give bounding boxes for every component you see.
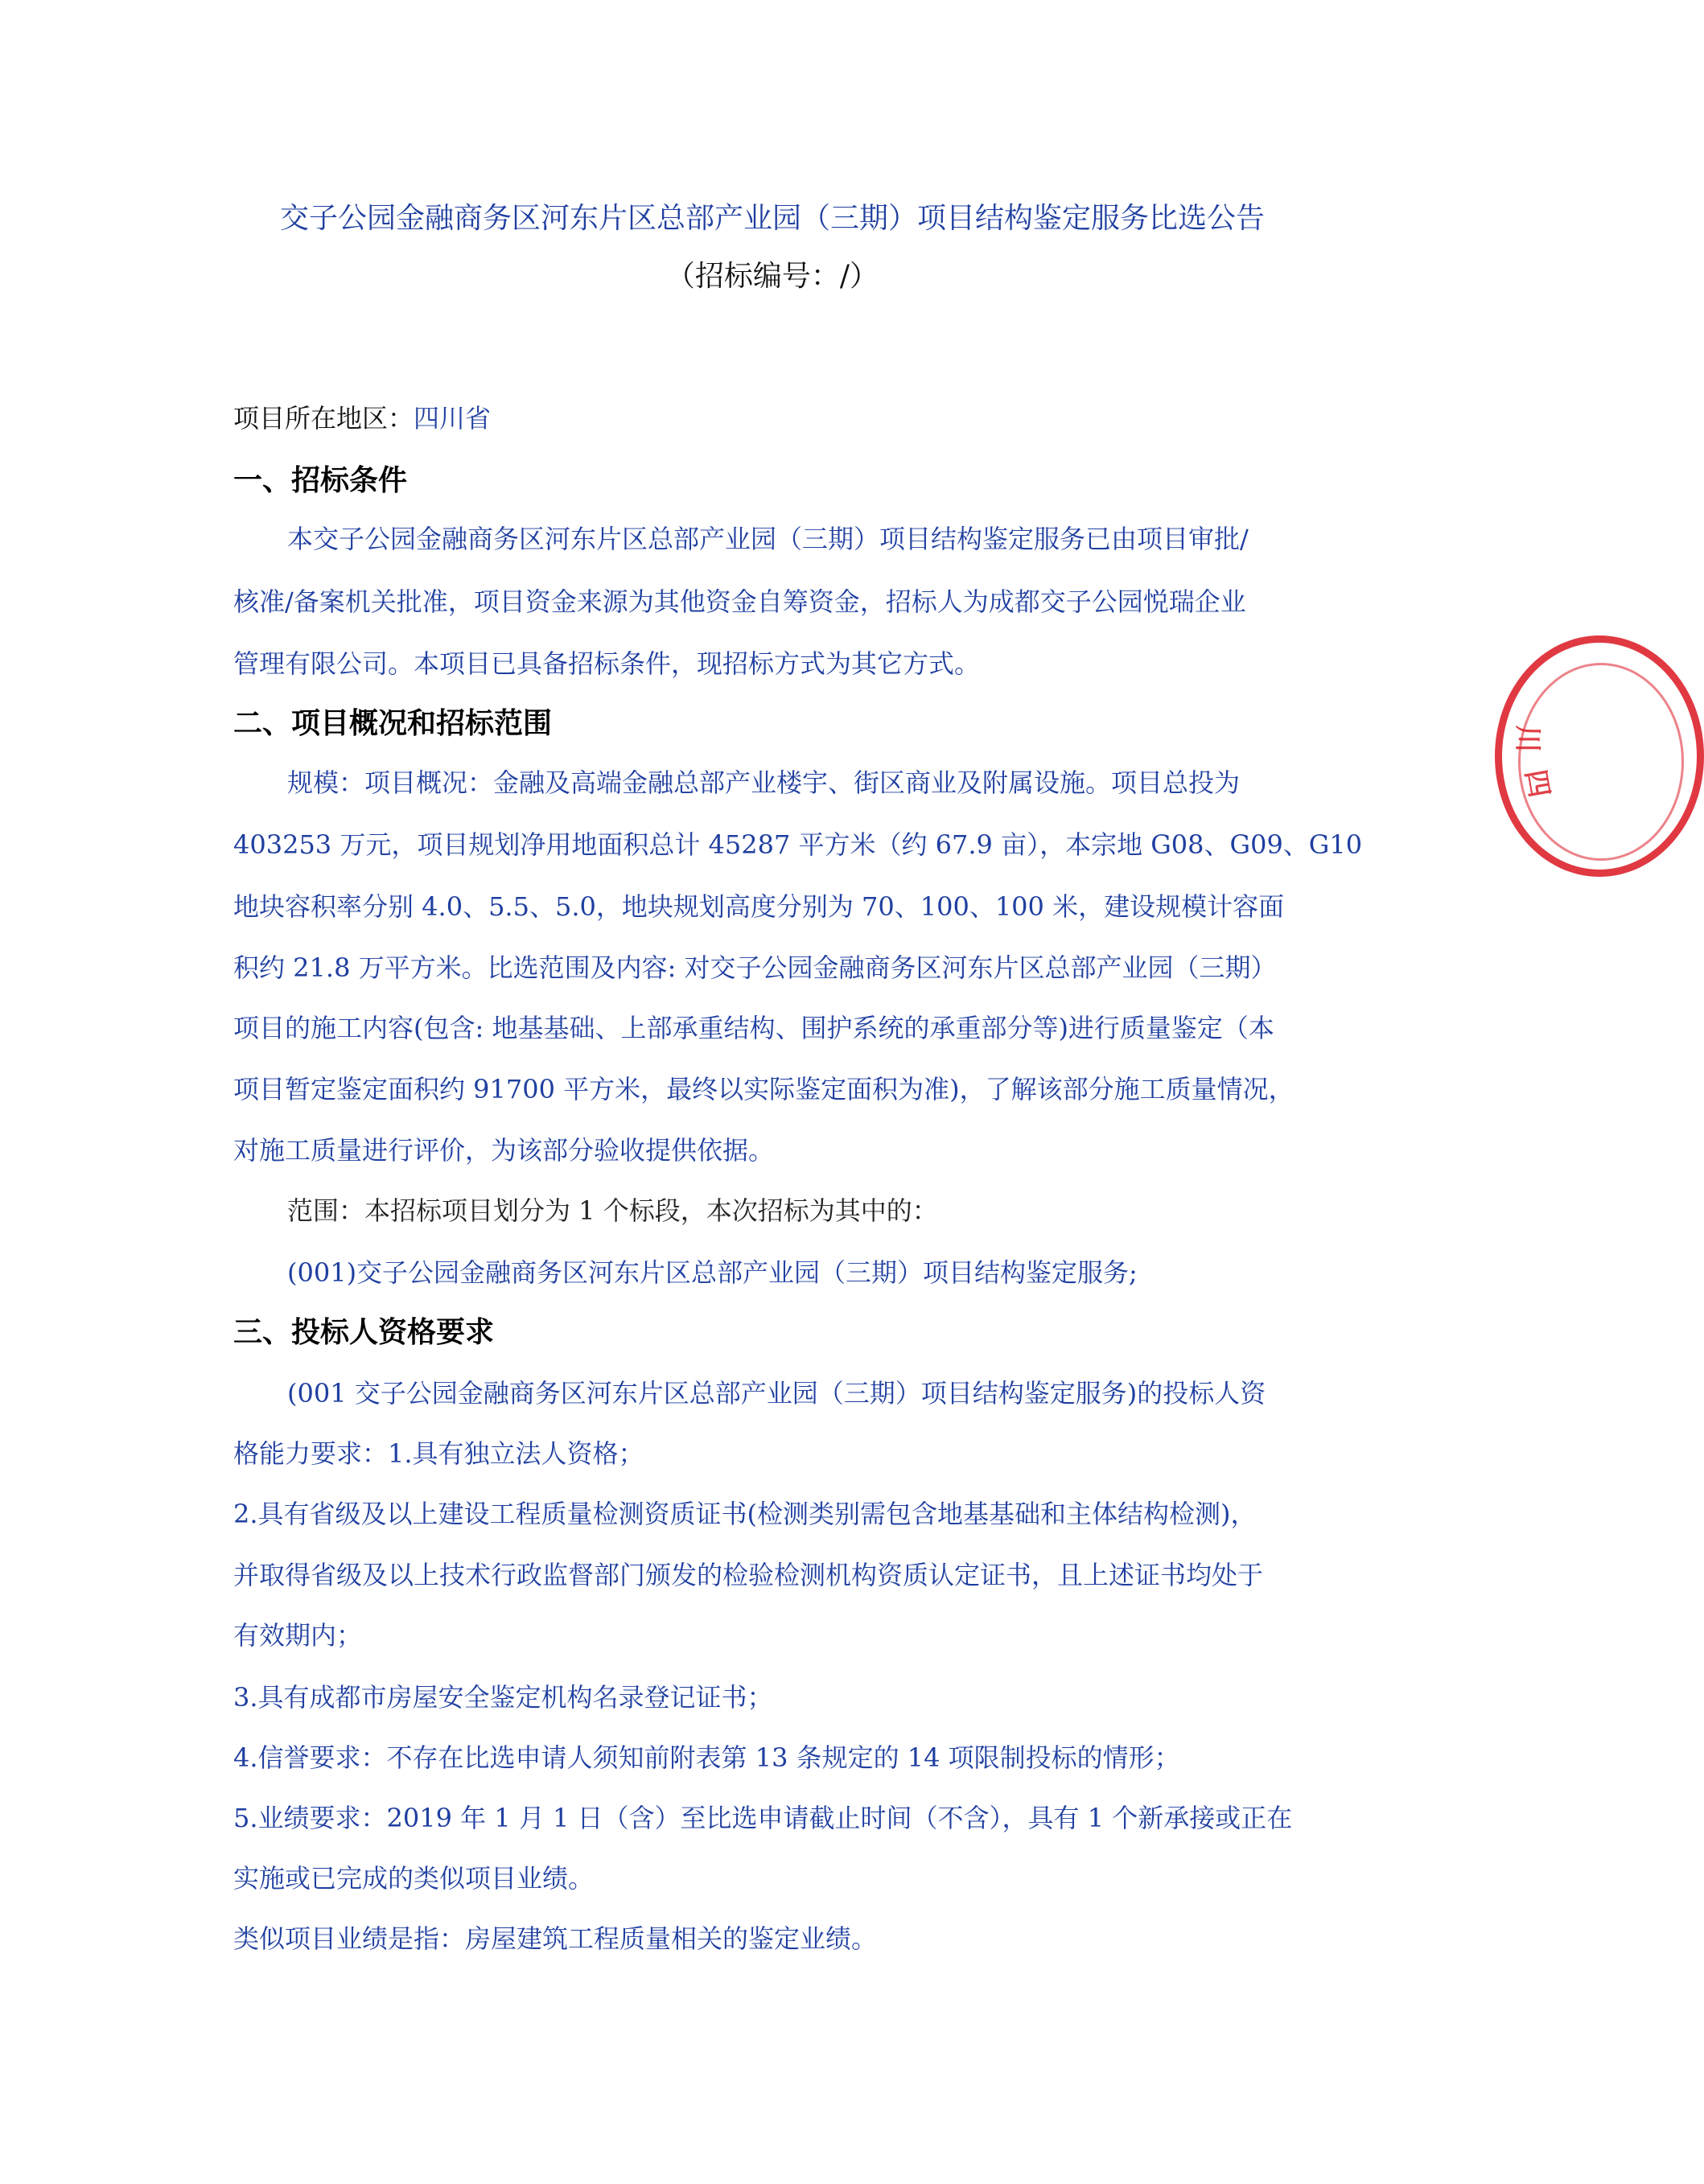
section-2-line: 积约 21.8 万平方米。比选范围及内容: 对交子公园金融商务区河东片区总部产业园（三期） xyxy=(233,952,1277,983)
seal-character: 川 xyxy=(1511,725,1544,753)
section-2-line: 对施工质量进行评价，为该部分验收提供依据。 xyxy=(233,1135,775,1166)
section-1-line: 核准/备案机关批准，项目资金来源为其他资金自筹资金，招标人为成都交子公园悦瑞企业 xyxy=(233,586,1246,617)
company-seal xyxy=(1495,635,1704,877)
section-3-line: 4.信誉要求：不存在比选申请人须知前附表第 13 条规定的 14 项限制投标的情形； xyxy=(233,1742,1180,1773)
section-2-line: 403253 万元，项目规划净用地面积总计 45287 平方米（约 67.9 亩），本宗地 G08、G09、G10 xyxy=(233,829,1363,860)
section-1-line: 管理有限公司。本项目已具备招标条件，现招标方式为其它方式。 xyxy=(233,648,981,679)
seal-character: 四 xyxy=(1518,767,1556,800)
section-1-line: 本交子公园金融商务区河东片区总部产业园（三期）项目结构鉴定服务已由项目审批/ xyxy=(287,524,1249,554)
section-2-line: 项目暂定鉴定面积约 91700 平方米，最终以实际鉴定面积为准)，了解该部分施工质量情况， xyxy=(233,1074,1294,1104)
section-3-line: 并取得省级及以上技术行政监督部门颁发的检验检测机构资质认定证书，且上述证书均处于 xyxy=(233,1560,1264,1590)
section-2-line: 规模：项目概况：金融及高端金融总部产业楼宇、街区商业及附属设施。项目总投为 xyxy=(287,767,1241,798)
section-3-line: 有效期内； xyxy=(233,1620,363,1651)
region-value: 四川省 xyxy=(414,403,492,434)
project-region xyxy=(233,402,491,434)
section-2-line: 地块容积率分别 4.0、5.5、5.0，地块规划高度分别为 70、100、100 米，建设规模计容面 xyxy=(233,891,1285,922)
section-2-line: 项目的施工内容(包含: 地基基础、上部承重结构、围护系统的承重部分等)进行质量鉴定（本 xyxy=(233,1013,1274,1043)
section-3-line: 3.具有成都市房屋安全鉴定机构名录登记证书； xyxy=(233,1682,773,1713)
seal-inner-ring xyxy=(1518,663,1684,861)
lot-text: (001)交子公园金融商务区河东片区总部产业园（三期）项目结构鉴定服务; xyxy=(287,1257,1138,1288)
document-title: 交子公园金融商务区河东片区总部产业园（三期）项目结构鉴定服务比选公告 xyxy=(279,202,1265,235)
tender-number: （招标编号：/） xyxy=(665,260,879,293)
scope-text: 范围：本招标项目划分为 1 个标段，本次招标为其中的： xyxy=(287,1195,938,1226)
section-3-line: 类似项目业绩是指：房屋建筑工程质量相关的鉴定业绩。 xyxy=(233,1923,878,1954)
section-3-line: 实施或已完成的类似项目业绩。 xyxy=(233,1863,595,1894)
section-1-heading: 一、招标条件 xyxy=(233,464,408,497)
section-3-line: (001 交子公园金融商务区河东片区总部产业园（三期）项目结构鉴定服务)的投标人资 xyxy=(287,1378,1266,1409)
section-3-heading: 三、投标人资格要求 xyxy=(233,1316,495,1349)
section-3-line: 2.具有省级及以上建设工程质量检测资质证书(检测类别需包含地基基础和主体结构检测)， xyxy=(233,1499,1257,1529)
section-3-line: 格能力要求：1.具有独立法人资格； xyxy=(233,1438,644,1469)
section-2-heading: 二、项目概况和招标范围 xyxy=(233,707,553,740)
section-3-line: 5.业绩要求：2019 年 1 月 1 日（含）至比选申请截止时间（不含），具有 1 个新承接或正在 xyxy=(233,1803,1293,1833)
region-label: 项目所在地区： xyxy=(233,403,414,434)
